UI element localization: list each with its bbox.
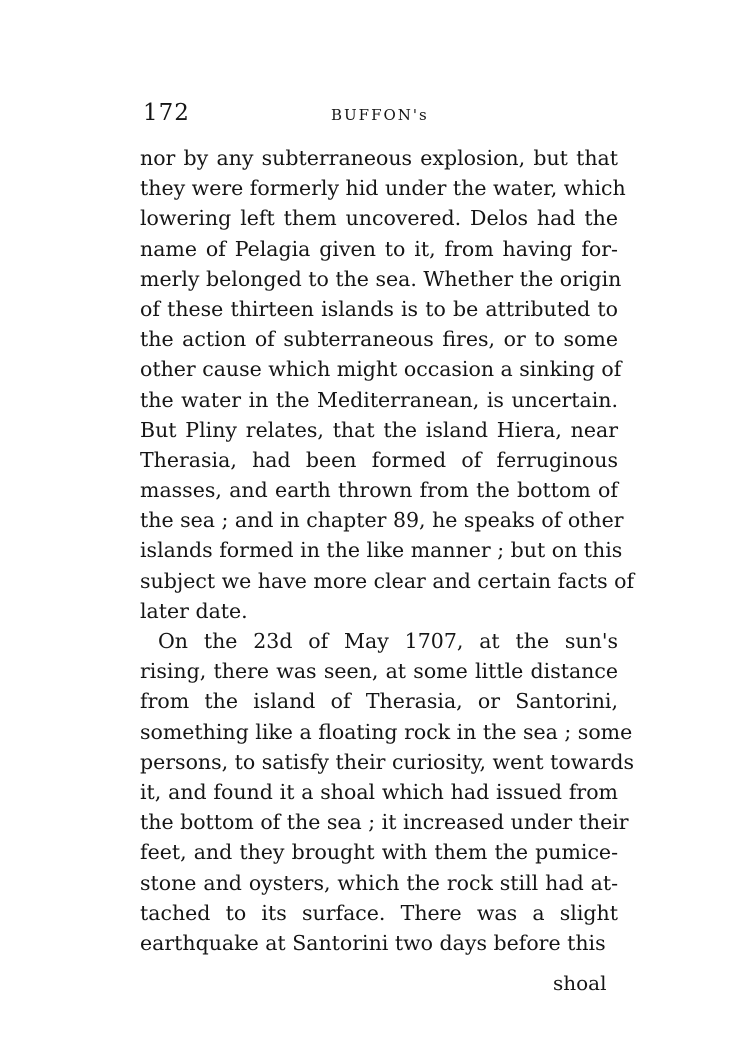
text-line: nor by any subterraneous explosion, but that <box>140 146 618 170</box>
text-line: the bottom of the sea ; it increased under their <box>140 810 629 835</box>
text-line: masses, and earth thrown from the bottom of <box>140 478 618 503</box>
text-line: stone and oysters, which the rock still had at- <box>140 870 618 895</box>
paragraph <box>140 143 635 626</box>
text-line: But Pliny relates, that the island Hiera, near <box>140 417 618 442</box>
text-line: it, and found it a shoal which had issued from <box>140 779 618 804</box>
text-line: rising, there was seen, at some little distance <box>140 659 618 684</box>
page-header <box>0 98 750 128</box>
running-head: BUFFON's <box>331 106 429 124</box>
text-line: Therasia, had been formed of ferruginous <box>140 447 618 472</box>
paragraph <box>140 626 634 958</box>
text-line: something like a floating rock in the sea ; some <box>140 719 633 744</box>
text-line: persons, to satisfy their curiosity, went towards <box>140 749 634 774</box>
text-line: they were formerly hid under the water, which <box>140 176 626 201</box>
text-line: the action of subterraneous fires, or to some <box>140 327 618 352</box>
text-line: the water in the Mediterranean, is uncertain. <box>140 387 618 412</box>
text-line: tached to its surface. There was a slight <box>140 900 618 925</box>
text-line: other cause which might occasion a sinking of <box>140 357 622 382</box>
text-line: the sea ; and in chapter 89, he speaks of other <box>140 508 624 533</box>
text-line: subject we have more clear and certain facts of <box>140 568 635 593</box>
paragraph-container <box>140 143 635 958</box>
text-line: merly belonged to the sea. Whether the origin <box>140 266 622 291</box>
text-line: later date. <box>140 598 248 623</box>
text-line: earthquake at Santorini two days before this <box>140 930 606 955</box>
text-line: lowering left them uncovered. Delos had the <box>140 206 618 231</box>
catchword: shoal <box>553 971 607 995</box>
text-line: of these thirteen islands is to be attributed to <box>140 296 618 321</box>
text-line: from the island of Therasia, or Santorini, <box>140 689 618 714</box>
body-text <box>140 143 635 958</box>
page-number: 172 <box>143 100 190 126</box>
text-line: On the 23d of May 1707, at the sun's <box>158 629 618 653</box>
text-line: name of Pelagia given to it, from having for- <box>140 236 618 261</box>
text-line: islands formed in the like manner ; but on this <box>140 538 623 563</box>
text-line: feet, and they brought with them the pumice- <box>140 840 618 865</box>
